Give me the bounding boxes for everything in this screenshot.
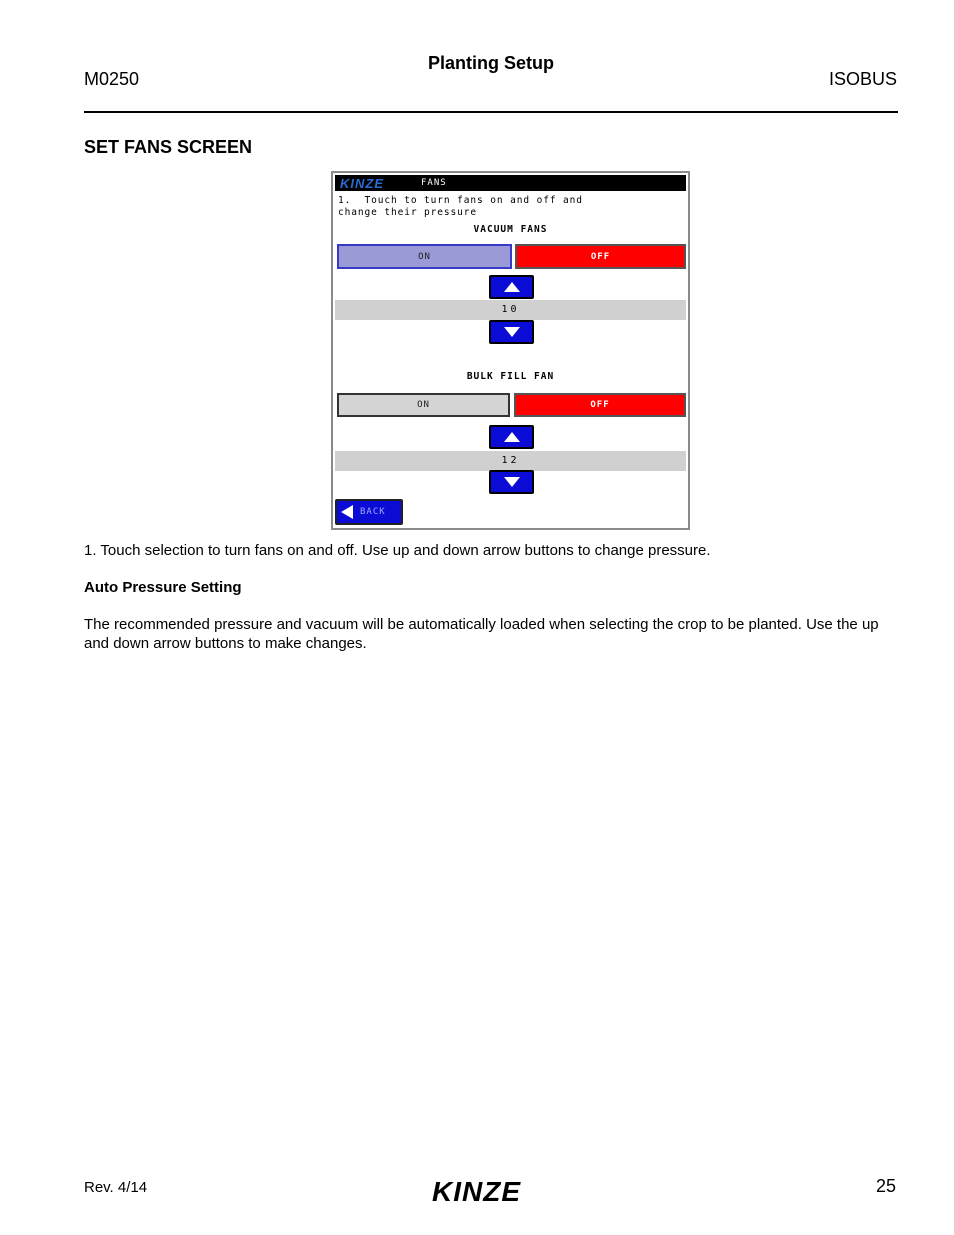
arrow-down-icon bbox=[503, 326, 521, 338]
screen-logo-text: KINZE bbox=[340, 177, 384, 189]
revision-label: Rev. 4/14 bbox=[84, 1179, 148, 1196]
body-paragraph: The recommended pressure and vacuum will be automatically loaded when selecting the crop to be planted. Use the up and down arrow buttons to make changes. bbox=[84, 616, 879, 652]
page-number: 25 bbox=[875, 1176, 896, 1196]
vacuum-pressure-value: 10 bbox=[335, 300, 686, 320]
section-title: SET FANS SCREEN bbox=[84, 137, 253, 157]
bulk-fill-fan-label: BULK FILL FAN bbox=[466, 371, 555, 382]
bulk-down-button[interactable] bbox=[489, 470, 534, 494]
instruction-line-2: change their pressure bbox=[338, 207, 478, 218]
arrow-down-icon bbox=[503, 476, 521, 488]
kinze-footer-logo bbox=[430, 1175, 550, 1205]
document-id: M0250 bbox=[84, 69, 140, 89]
vacuum-on-button[interactable]: ON bbox=[337, 244, 512, 269]
vacuum-fans-label: VACUUM FANS bbox=[473, 224, 548, 235]
screen-title-bar bbox=[335, 175, 686, 191]
footer-logo-text: KINZE bbox=[432, 1176, 521, 1205]
system-name: ISOBUS bbox=[828, 69, 897, 89]
fans-screen bbox=[331, 171, 690, 530]
bulk-off-button[interactable]: OFF bbox=[514, 393, 686, 417]
subsection-title: Auto Pressure Setting bbox=[84, 579, 242, 596]
kinze-logo bbox=[339, 177, 411, 189]
instruction-line-1: 1. Touch to turn fans on and off and bbox=[338, 195, 583, 206]
arrow-up-icon bbox=[503, 431, 521, 443]
header-divider bbox=[84, 111, 898, 113]
vacuum-up-button[interactable] bbox=[489, 275, 534, 299]
figure-caption: 1. Touch selection to turn fans on and off. Use up and down arrow buttons to change pressure. bbox=[84, 542, 711, 559]
vacuum-down-button[interactable] bbox=[489, 320, 534, 344]
arrow-up-icon bbox=[503, 281, 521, 293]
back-arrow-icon bbox=[340, 504, 354, 520]
bulk-pressure-value: 12 bbox=[335, 451, 686, 471]
bulk-up-button[interactable] bbox=[489, 425, 534, 449]
screen-title: FANS bbox=[421, 178, 447, 188]
vacuum-off-button[interactable]: OFF bbox=[515, 244, 686, 269]
section-header: Planting Setup bbox=[428, 53, 554, 73]
back-label: BACK bbox=[360, 507, 386, 517]
bulk-on-button[interactable]: ON bbox=[337, 393, 510, 417]
back-button[interactable] bbox=[335, 499, 403, 525]
